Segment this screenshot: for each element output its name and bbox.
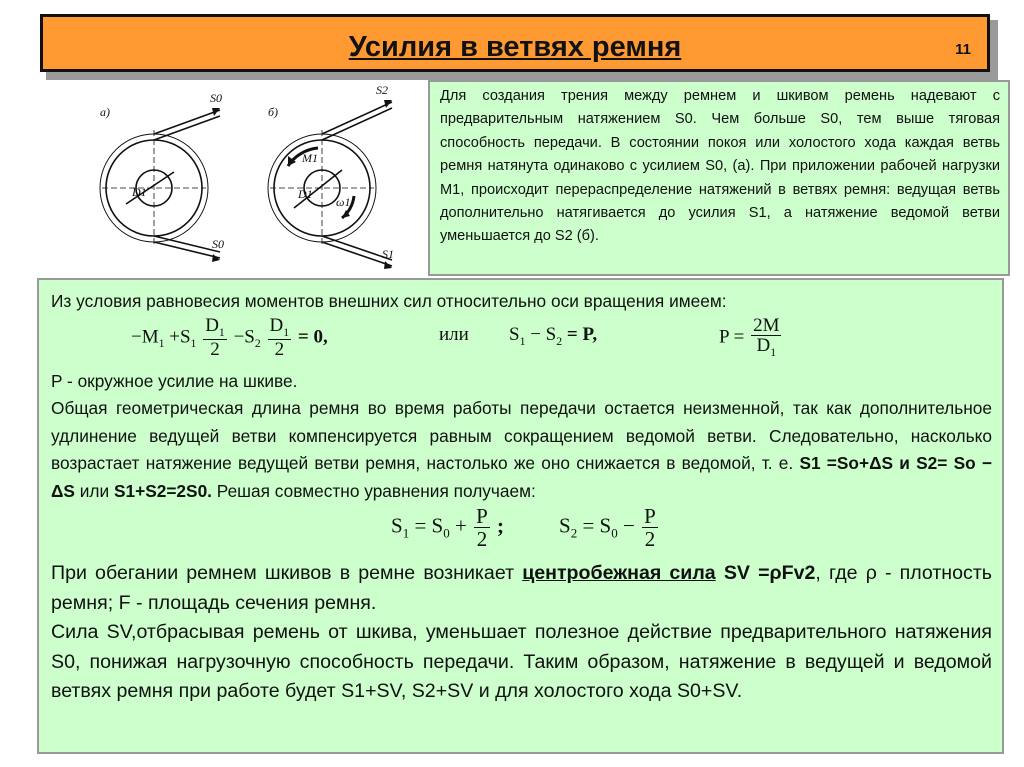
solved-equations (51, 505, 992, 559)
label-s0-top: S0 (210, 91, 222, 105)
label-m1: M1 (302, 151, 318, 165)
equilibrium-equation (51, 316, 992, 368)
force-p-equation: P = $\frac{2M}{D_1}$ (719, 314, 780, 360)
length-paragraph: Общая геометрическая длина ремня во время работы передачи остается неизменной, так как дополнительное удлинение ведущей ветви компенсируется равным сокращением ведомой ветви. Следовательно, насколько возрастает натяжение ведущей ветви ремня, настолько же оно снижается в ведомой, т. е. S1 =So+ΔS и S2= So − ΔS или S1+S2=2S0. Решая совместно уравнения получаем: (51, 398, 992, 501)
label-s2: S2 (376, 83, 388, 97)
or-word: или (439, 323, 469, 345)
equilibrium-intro: Из условия равновесия моментов внешних сил относительно оси вращения имеем: (51, 291, 727, 311)
moment-equation: $-M_1 +S_1$ $\frac{D_1}{2}$ $-S_2$ $\frac{D_1}{2}$ = 0, (131, 314, 328, 360)
label-d1-b: D1 (298, 187, 313, 201)
main-text-box (37, 278, 1004, 754)
slide-title: Усилия в ветвях ремня (348, 31, 682, 63)
centrifugal-paragraph: При обегании ремнем шкивов в ремне возникает центробежная сила SV =ρFv2, где ρ - плотность ремня; F - площадь сечения ремня. (51, 562, 992, 614)
title-bar (40, 14, 990, 72)
belt-upper-a (154, 110, 220, 140)
intro-text-box (428, 80, 1010, 276)
label-s0-bottom: S0 (212, 237, 224, 251)
intro-paragraph: Для создания трения между ремнем и шкивом ремень надевают с предварительным натяжением S0. Чем больше S0, тем выше тяговая способность передачи. В состоянии покоя или холостого хода каждая ветвь ремня натянута одинаково с усилием S0, (а). При приложении рабочей нагрузки M1, происходит перераспределение натяжений в ветвях ремня: ведущая ветвь дополнительно натягивается до усилия S1, а натяжение ведомой ветви уменьшается до S2 (б). (440, 88, 1000, 245)
s2-equation: $S_2 = S_0$ − $\frac{P}{2}$ (559, 504, 656, 552)
force-difference-equation: $S_1 - S_2 = P$, (509, 323, 598, 348)
s1-equation: $S_1 = S_0$ + $\frac{P}{2}$ ; (391, 504, 505, 552)
label-d1-a: D1 (132, 185, 147, 199)
label-s1: S1 (382, 247, 394, 261)
conclusion-paragraph: Сила SV,отбрасывая ремень от шкива, уменьшает полезное действие предварительного натяжения S0, понижая нагрузочную способность передачи. Таким образом, натяжение в ведущей и ведомой ветвях ремня при работе будет S1+SV, S2+SV и для холостого хода S0+SV. (51, 621, 992, 702)
slide-number: 11 (955, 41, 971, 58)
label-omega: ω1 (336, 195, 351, 209)
label-b: б) (268, 105, 279, 119)
belt-pulley-figure (92, 80, 428, 276)
p-definition: P - окружное усилие на шкиве. (51, 370, 298, 391)
belt-upper-b (322, 102, 392, 140)
label-a: а) (100, 105, 110, 119)
belt-lower-a (154, 236, 220, 258)
